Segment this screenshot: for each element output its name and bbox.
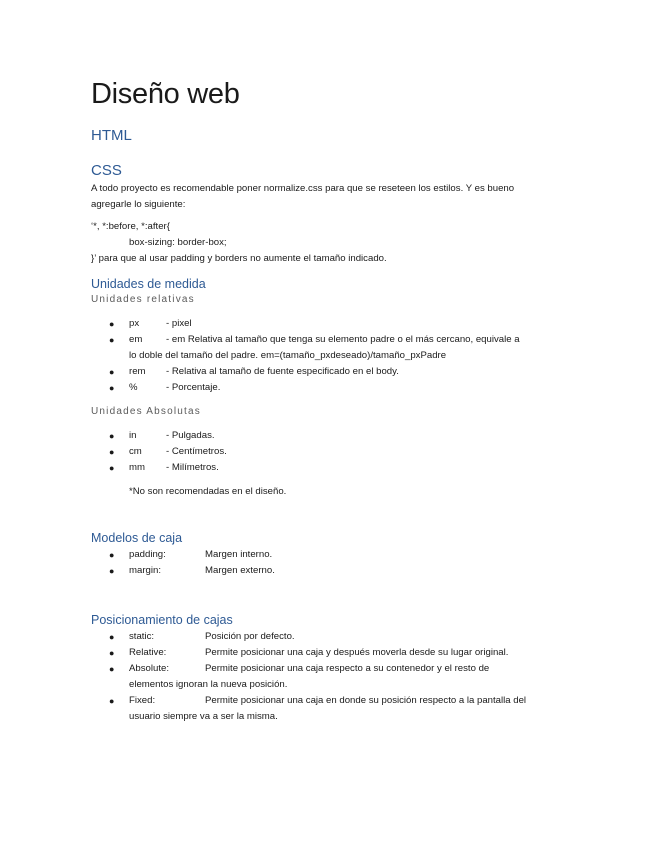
unit-term: px bbox=[129, 318, 140, 329]
list-item bbox=[91, 661, 571, 693]
relative-units-list bbox=[91, 316, 571, 396]
absolute-units-list bbox=[91, 428, 571, 476]
bullet-icon: ● bbox=[109, 648, 115, 658]
unit-desc: - pixel bbox=[166, 318, 192, 329]
bullet-icon: ● bbox=[109, 566, 115, 576]
position-desc: Permite posicionar una caja y después moverla desde su lugar original. bbox=[205, 647, 509, 658]
list-item bbox=[91, 444, 571, 460]
list-item bbox=[91, 428, 571, 444]
position-desc: Posición por defecto. bbox=[205, 631, 295, 642]
document-title: Diseño web bbox=[91, 78, 240, 110]
bullet-icon: ● bbox=[109, 431, 115, 441]
position-desc: Permite posicionar una caja en donde su posición respecto a la pantalla del bbox=[205, 695, 527, 706]
bullet-icon: ● bbox=[109, 696, 115, 706]
heading-units: Unidades de medida bbox=[91, 277, 206, 291]
box-desc: Margen externo. bbox=[205, 565, 275, 576]
bullet-icon: ● bbox=[109, 632, 115, 642]
css-intro-line-2: agregarle lo siguiente: bbox=[91, 199, 186, 210]
list-item bbox=[91, 332, 571, 364]
list-item bbox=[91, 547, 571, 563]
unit-term: mm bbox=[129, 462, 145, 473]
bullet-icon: ● bbox=[109, 463, 115, 473]
unit-desc: - Centímetros. bbox=[166, 446, 227, 457]
heading-box-models: Modelos de caja bbox=[91, 531, 183, 545]
positioning-list bbox=[91, 629, 571, 725]
list-item bbox=[91, 693, 571, 725]
position-desc-continued: usuario siempre va a ser la misma. bbox=[129, 711, 278, 722]
unit-desc-continued: lo doble del tamaño del padre. em=(tamaño_pxdeseado)/tamaño_pxPadre bbox=[129, 350, 447, 361]
unit-term: rem bbox=[129, 366, 146, 377]
heading-absolute-units: Unidades Absolutas bbox=[91, 406, 201, 417]
list-item bbox=[91, 629, 571, 645]
unit-term: cm bbox=[129, 446, 142, 457]
position-term: static: bbox=[129, 631, 155, 642]
list-item bbox=[91, 316, 571, 332]
bullet-icon: ● bbox=[109, 367, 115, 377]
box-models-list bbox=[91, 547, 571, 579]
list-item bbox=[91, 645, 571, 661]
position-desc-continued: elementos ignoran la nueva posición. bbox=[129, 679, 288, 690]
position-term: Fixed: bbox=[129, 695, 156, 706]
bullet-icon: ● bbox=[109, 447, 115, 457]
unit-desc: - em Relativa al tamaño que tenga su elemento padre o el más cercano, equivale a bbox=[166, 334, 520, 345]
code-line-3: }’ para que al usar padding y borders no aumente el tamaño indicado. bbox=[91, 253, 387, 264]
unit-term: in bbox=[129, 430, 137, 441]
position-term: Absolute: bbox=[129, 663, 170, 674]
list-item bbox=[91, 460, 571, 476]
box-term: padding: bbox=[129, 549, 166, 560]
unit-desc: - Pulgadas. bbox=[166, 430, 215, 441]
unit-term: em bbox=[129, 334, 143, 345]
bullet-icon: ● bbox=[109, 664, 115, 674]
unit-desc: - Porcentaje. bbox=[166, 382, 221, 393]
list-item bbox=[91, 364, 571, 380]
document-page bbox=[91, 76, 571, 725]
absolute-units-note: *No son recomendadas en el diseño. bbox=[129, 486, 287, 497]
heading-html: HTML bbox=[91, 127, 132, 144]
css-intro-line-1: A todo proyecto es recomendable poner normalize.css para que se reseteen los estilos. Y es bueno bbox=[91, 183, 515, 194]
box-term: margin: bbox=[129, 565, 161, 576]
heading-css: CSS bbox=[91, 162, 122, 179]
code-line-1: ‘*, *:before, *:after{ bbox=[91, 221, 170, 232]
heading-relative-units: Unidades relativas bbox=[91, 294, 195, 305]
list-item bbox=[91, 563, 571, 579]
position-desc: Permite posicionar una caja respecto a su contenedor y el resto de bbox=[205, 663, 490, 674]
unit-desc: - Relativa al tamaño de fuente especificado en el body. bbox=[166, 366, 399, 377]
list-item bbox=[91, 380, 571, 396]
box-desc: Margen interno. bbox=[205, 549, 273, 560]
position-term: Relative: bbox=[129, 647, 167, 658]
unit-desc: - Milímetros. bbox=[166, 462, 219, 473]
heading-positioning: Posicionamiento de cajas bbox=[91, 613, 233, 627]
bullet-icon: ● bbox=[109, 550, 115, 560]
bullet-icon: ● bbox=[109, 335, 115, 345]
code-line-2: box-sizing: border-box; bbox=[129, 237, 227, 248]
bullet-icon: ● bbox=[109, 319, 115, 329]
unit-term: % bbox=[129, 382, 138, 393]
bullet-icon: ● bbox=[109, 383, 115, 393]
